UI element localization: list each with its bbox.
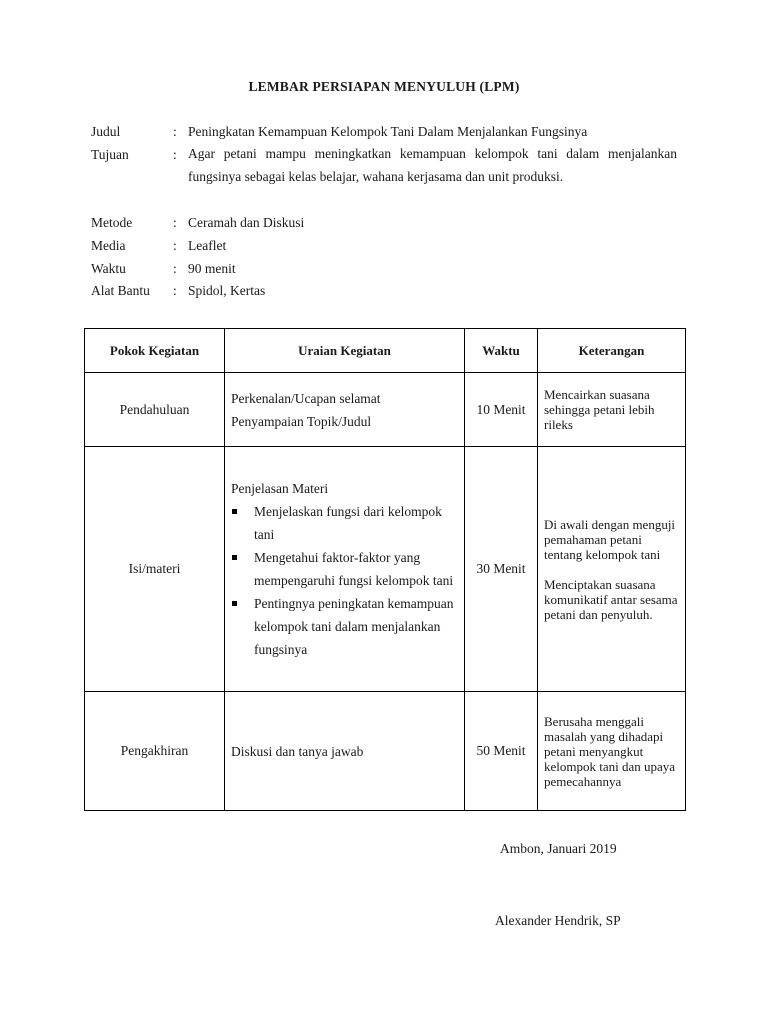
cell-uraian: [225, 447, 465, 692]
cell-pokok: Pendahuluan: [85, 373, 225, 447]
header-waktu: Waktu: [465, 329, 538, 373]
uraian-line: Perkenalan/Ucapan selamat: [231, 390, 381, 406]
list-item: [231, 546, 458, 592]
info-value: Leaflet: [188, 238, 227, 253]
header-uraian-kegiatan: Uraian Kegiatan: [225, 329, 465, 373]
keterangan-text: Di awali dengan menguji pemahaman petani tentang kelompok tani: [544, 516, 676, 562]
cell-waktu: 30 Menit: [465, 447, 538, 692]
document-title: LEMBAR PERSIAPAN MENYULUH (LPM): [248, 79, 520, 94]
bullet-square-icon: [232, 601, 237, 606]
table-row: [85, 447, 686, 692]
cell-waktu: 10 Menit: [465, 373, 538, 447]
bullet-square-icon: [232, 555, 237, 560]
cell-keterangan: [538, 373, 686, 447]
info-colon: :: [173, 238, 177, 253]
info-colon: :: [173, 261, 177, 276]
table-header-row: [85, 329, 686, 373]
info-value: Ceramah dan Diskusi: [188, 215, 305, 230]
info-colon: :: [173, 283, 177, 298]
cell-waktu: 50 Menit: [465, 692, 538, 811]
cell-pokok: Isi/materi: [85, 447, 225, 692]
bullet-square-icon: [232, 509, 237, 514]
uraian-intro: Penjelasan Materi: [231, 481, 329, 496]
signatory-name: Alexander Hendrik, SP: [495, 913, 621, 928]
info-value: 90 menit: [188, 261, 236, 276]
cell-keterangan: [538, 692, 686, 811]
info-value: Agar petani mampu meningkatkan kemampuan kelompok tani dalam menjalankan fungsinya sebagai kelas belajar, wahana kerjasama dan unit produksi.: [188, 146, 677, 184]
info-colon: :: [173, 215, 177, 230]
bullet-text: Pentingnya peningkatan kemampuan kelompok tani dalam menjalankan fungsinya: [254, 596, 454, 657]
uraian-bullet-list: [231, 500, 458, 661]
table-row: [85, 692, 686, 811]
keterangan-text: Berusaha menggali masalah yang dihadapi petani menyangkut kelompok tani dan upaya pemecahannya: [544, 713, 676, 789]
list-item: [231, 500, 458, 546]
cell-pokok: Pengakhiran: [85, 692, 225, 811]
uraian-line: Penyampaian Topik/Judul: [231, 413, 372, 429]
table-row: [85, 373, 686, 447]
bullet-text: Menjelaskan fungsi dari kelompok tani: [254, 504, 442, 542]
cell-uraian: [225, 692, 465, 811]
info-label: Waktu: [91, 261, 126, 276]
cell-uraian: [225, 373, 465, 447]
list-item: [231, 592, 458, 661]
info-value: Peningkatan Kemampuan Kelompok Tani Dalam Menjalankan Fungsinya: [188, 124, 588, 139]
header-keterangan: Keterangan: [538, 329, 686, 373]
info-label: Media: [91, 238, 126, 253]
info-colon: :: [173, 124, 177, 139]
cell-keterangan: [538, 447, 686, 692]
header-pokok-kegiatan: Pokok Kegiatan: [85, 329, 225, 373]
bullet-text: Mengetahui faktor-faktor yang mempengaruhi fungsi kelompok tani: [254, 550, 454, 588]
activity-table: [84, 328, 686, 811]
info-label: Tujuan: [91, 147, 129, 162]
place-date: Ambon, Januari 2019: [500, 841, 617, 856]
info-colon: :: [173, 147, 177, 162]
keterangan-text: Mencairkan suasana sehingga petani lebih rileks: [544, 387, 655, 432]
uraian-line: Diskusi dan tanya jawab: [231, 743, 364, 759]
info-label: Metode: [91, 215, 133, 230]
info-label: Judul: [91, 124, 121, 139]
keterangan-text: Menciptakan suasana komunikatif antar sesama petani dan penyuluh.: [544, 576, 678, 622]
info-label: Alat Bantu: [91, 283, 150, 298]
info-value: Spidol, Kertas: [188, 283, 266, 298]
